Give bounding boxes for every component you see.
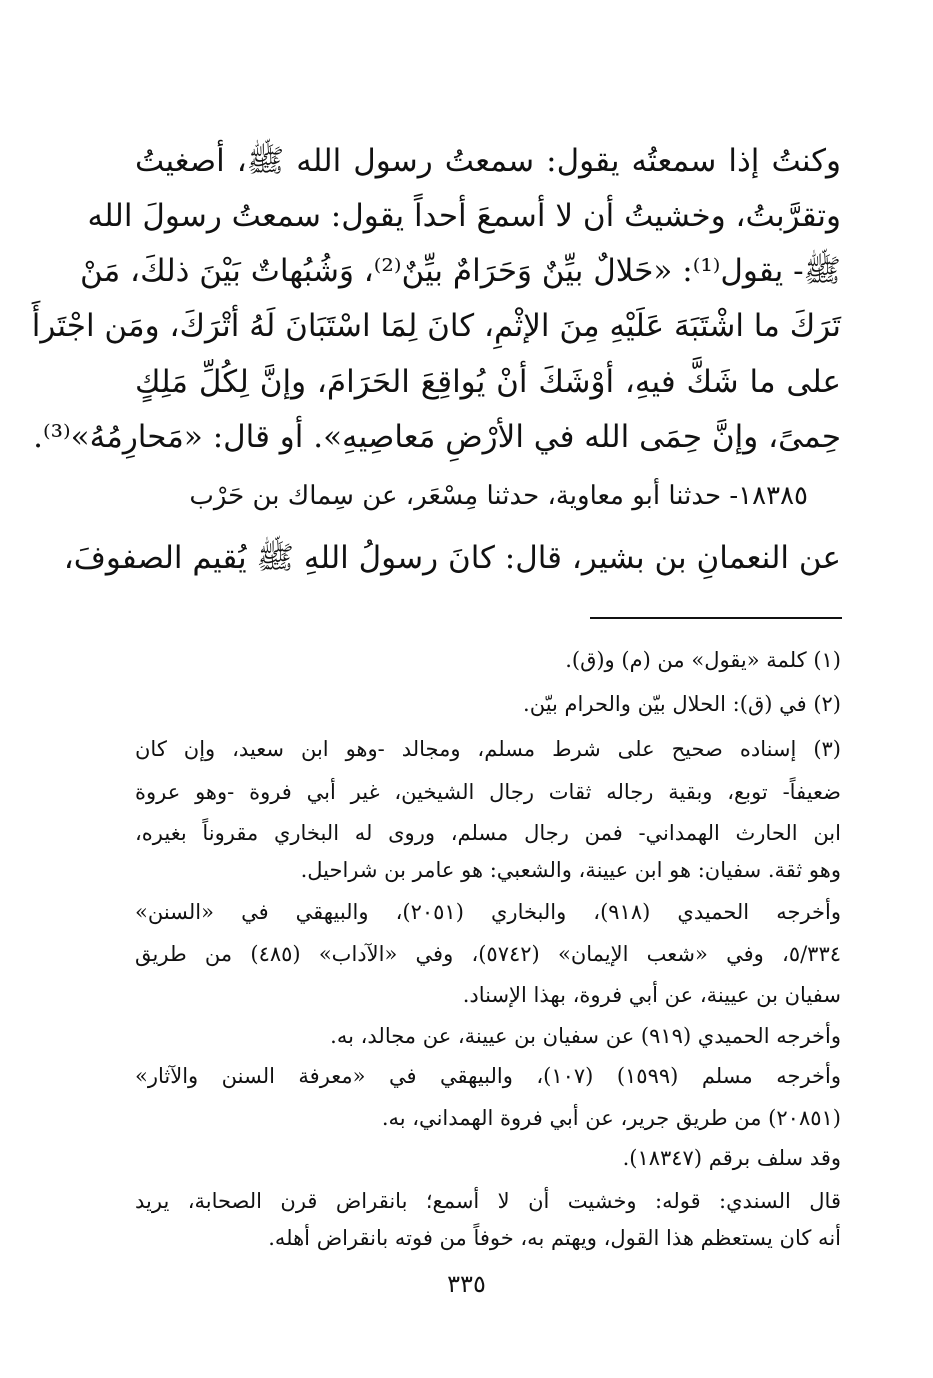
footnote-3-line-10: (٢٠٨٥١) من طريق جرير، عن أبي فروة الهمداني، به.: [381, 1106, 841, 1130]
footnote-3-line-4: وهو ثقة. سفيان: هو ابن عيينة، والشعبي: هو عامر بن شراحيل.: [300, 858, 841, 882]
footnote-3-line-12: قال السندي: قوله: وخشيت أن لا أسمع؛ بانقراض قرن الصحابة، يريد: [135, 1189, 841, 1213]
footnote-3-line-6: ٥/٣٣٤، وفي «شعب الإيمان» (٥٧٤٢)، وفي «الآداب» (٤٨٥) من طريق: [135, 942, 842, 966]
footnote-1: (١) كلمة «يقول» من (م) و(ق).: [565, 648, 841, 672]
footnote-separator: [590, 617, 842, 619]
page-number: ٣٣٥: [447, 1270, 486, 1298]
footnote-3-line-13: أنه كان يستعظم هذا القول، ويهتم به، خوفاً من فوته بانقراض أهله.: [268, 1226, 841, 1250]
footnote-3-line-3: ابن الحارث الهمداني- فمن رجال مسلم، وروى له البخاري مقروناً بغيره،: [135, 821, 841, 845]
main-text-line-3: ﷺ- يقول⁽¹⁾: «حَلالٌ بيِّنٌ وَحَرَامٌ بيِّنٌ⁽²⁾، وَشُبُهاتٌ بَيْنَ ذلكَ، مَنْ: [80, 253, 841, 289]
hadith-text-line: عن النعمانِ بن بشير، قال: كانَ رسولُ اللهِ ﷺ يُقيم الصفوفَ،: [63, 540, 841, 576]
footnote-3-line-8: وأخرجه الحميدي (٩١٩) عن سفيان بن عيينة، عن مجالد، به.: [330, 1024, 841, 1048]
footnote-3-line-2: ضعيفاً- توبع، وبقية رجاله ثقات رجال الشيخين، غير أبي فروة -وهو عروة: [135, 780, 841, 804]
footnote-2: (٢) في (ق): الحلال بيّن والحرام بيّن.: [523, 692, 841, 716]
main-text-line-1: وكنتُ إذا سمعتُه يقول: سمعتُ رسول الله ﷺ، أصغيتُ: [135, 143, 841, 179]
footnote-3-line-11: وقد سلف برقم (١٨٣٤٧).: [622, 1146, 841, 1170]
main-text-line-2: وتقرَّبتُ، وخشيتُ أن لا أسمعَ أحداً يقول: سمعتُ رسولَ الله: [87, 198, 841, 234]
hadith-number-line: ١٨٣٨٥- حدثنا أبو معاوية، حدثنا مِسْعَر، عن سِماك بن حَرْب: [189, 481, 808, 511]
footnote-3-line-1: (٣) إسناده صحيح على شرط مسلم، ومجالد -وهو ابن سعيد، وإن كان: [135, 737, 841, 761]
main-text-line-4: تَرَكَ ما اشْتَبَهَ عَلَيْهِ مِنَ الإثْمِ، كانَ لِمَا اسْتَبَانَ لَهُ أتْرَكَ، ومَن اجْتَرأَ: [31, 308, 841, 344]
footnote-3-line-7: سفيان بن عيينة، عن أبي فروة، بهذا الإسناد.: [462, 983, 841, 1007]
footnote-3-line-5: وأخرجه الحميدي (٩١٨)، والبخاري (٢٠٥١)، والبيهقي في «السنن»: [135, 900, 841, 924]
main-text-line-6: حِمىً، وإنَّ حِمَى الله في الأرْضِ مَعاصِيهِ». أو قال: «مَحارِمُهُ»⁽³⁾.: [33, 419, 841, 455]
footnote-3-line-9: وأخرجه مسلم (١٥٩٩) (١٠٧)، والبيهقي في «معرفة السنن والآثار»: [135, 1064, 841, 1088]
main-text-line-5: على ما شَكَّ فيهِ، أوْشَكَ أنْ يُواقِعَ الحَرَامَ، وإنَّ لِكُلِّ مَلِكٍ: [135, 364, 841, 400]
